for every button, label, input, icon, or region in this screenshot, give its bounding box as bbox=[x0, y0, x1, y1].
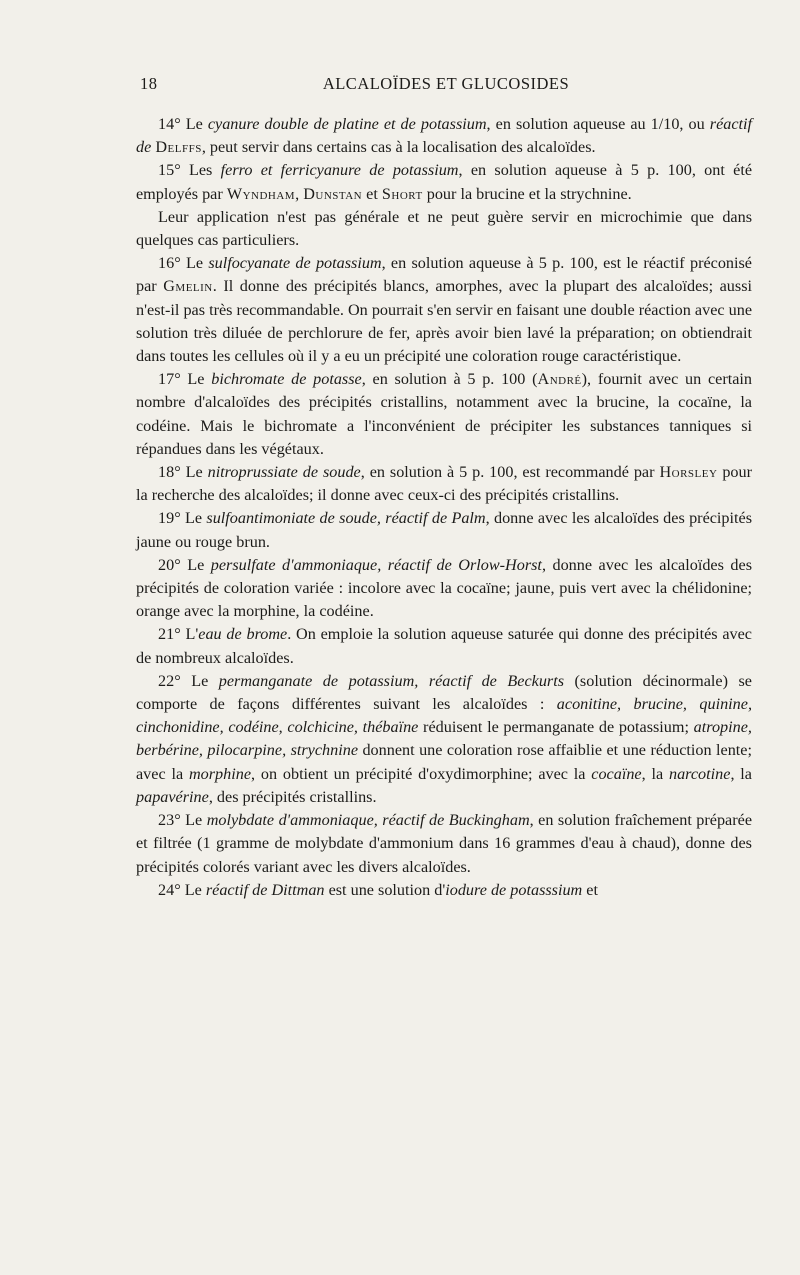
italic-text: aconitine, brucine, quinine, cinchonidine, codéine, colchicine, thébaïne bbox=[136, 695, 752, 737]
text-run: Le bbox=[191, 671, 219, 690]
italic-text: ferro et ferricyanure de potassium bbox=[220, 161, 459, 180]
text-run: Le bbox=[185, 254, 209, 273]
italic-text: persulfate d'ammoniaque, réactif de Orlow-Horst bbox=[210, 555, 542, 574]
text-run: (solution décinormale) se comporte de façons différentes suivant les alcaloïdes : bbox=[136, 671, 752, 714]
paragraph bbox=[136, 554, 752, 624]
text-run: . On emploie la solution aqueuse saturée qui donne des précipités avec de nombreux alcaloïdes. bbox=[136, 625, 752, 667]
text-run: , en solution à 5 p. 100, est recommandé par bbox=[360, 463, 660, 482]
paragraph bbox=[136, 809, 752, 879]
paragraph-number: 17° bbox=[158, 370, 181, 389]
paragraph-number: 22° bbox=[158, 671, 181, 690]
paragraph-number: 18° bbox=[158, 463, 181, 482]
author-name: Dunstan bbox=[303, 184, 363, 203]
text-run: , la bbox=[730, 764, 752, 783]
italic-text: nitroprussiate de soude bbox=[207, 463, 361, 482]
text-run: Les bbox=[188, 161, 221, 180]
paragraph-number: 23° bbox=[158, 811, 181, 830]
text-run: , bbox=[295, 184, 304, 203]
paragraph bbox=[136, 670, 752, 809]
text-run: pour la recherche des alcaloïdes; il donne avec ceux-ci des précipités cristallins. bbox=[136, 463, 753, 505]
paragraph bbox=[136, 461, 752, 507]
text-run: Le bbox=[185, 463, 208, 482]
paragraph bbox=[136, 159, 752, 205]
text-run: réduisent le permanganate de potassium; bbox=[418, 718, 694, 737]
text-run: Le bbox=[187, 370, 212, 389]
paragraph bbox=[136, 879, 752, 902]
italic-text: cyanure double de platine et de potassium bbox=[207, 115, 487, 133]
italic-text: permanganate de potassium, réactif de Beckurts bbox=[218, 671, 565, 690]
page-number: 18 bbox=[140, 74, 158, 93]
text-run: pour la brucine et la strychnine. bbox=[422, 184, 632, 203]
italic-text: cocaïne bbox=[591, 764, 642, 783]
italic-text: réactif de Dittman bbox=[205, 880, 325, 899]
text-run: , des précipités cristallins. bbox=[208, 787, 377, 806]
text-run: ), fournit avec un certain nombre d'alcaloïdes des précipités cristallins, notamment avec la brucine, la cocaïne, la codéine. Mais le bichromate a l'inconvénient de précipiter les substances tanniques si répandues dans les végétaux. bbox=[136, 370, 752, 458]
paragraph-number: 15° bbox=[158, 161, 181, 180]
italic-text: morphine bbox=[188, 764, 252, 783]
italic-text: papavérine bbox=[136, 787, 209, 806]
text-run: . Il donne des précipités blancs, amorphes, avec la plupart des alcaloïdes; aussi n'est-il pas très recommandable. On pourrait s'en servir en faisant une double réaction avec une solution très diluée de perchlorure de fer, après avoir bien lavé la préparation; on obtiendrait dans toutes les cellules où il y a eu un précipité une coloration rouge caractéristique. bbox=[136, 277, 752, 366]
text-run: , donne avec les alcaloïdes des précipités de coloration variée : incolore avec la cocaïne; jaune, puis vert avec la chélidonine; orange avec la morphine, la codéine. bbox=[136, 555, 752, 621]
italic-text: sulfocyanate de potassium bbox=[208, 254, 382, 273]
paragraph-number: 16° bbox=[158, 254, 181, 273]
italic-text: atropine, berbérine, pilocarpine, strychnine bbox=[136, 718, 752, 760]
paragraph-number: 20° bbox=[158, 555, 181, 574]
paragraph-number: 24° bbox=[158, 880, 181, 899]
text-run: est une solution d' bbox=[324, 880, 446, 899]
author-name: Delffs bbox=[155, 138, 202, 157]
page-header bbox=[140, 74, 752, 98]
paragraph bbox=[136, 252, 752, 368]
paragraph bbox=[136, 368, 752, 461]
paragraph-number: 19° bbox=[158, 509, 181, 528]
italic-text: narcotine bbox=[668, 764, 731, 783]
text-run: Leur application n'est pas générale et ne peut guère servir en microchimie que dans quelques cas particuliers. bbox=[136, 207, 752, 250]
text-run: et bbox=[362, 184, 382, 203]
text-run: Le bbox=[187, 555, 211, 574]
paragraph bbox=[136, 113, 752, 159]
text-run: L' bbox=[185, 625, 199, 644]
text-run: Le bbox=[185, 811, 207, 830]
author-name: Horsley bbox=[659, 463, 718, 482]
text-run: , en solution à 5 p. 100 ( bbox=[361, 370, 538, 389]
text-run: , en solution aqueuse à 5 p. 100, est le réactif préconisé par bbox=[136, 254, 752, 296]
text-run: , donne avec les alcaloïdes des précipités jaune ou rouge brun. bbox=[136, 509, 753, 551]
body-text bbox=[136, 113, 752, 902]
text-run: , en solution fraîchement préparée et filtrée (1 gramme de molybdate d'ammonium dans 16 grammes d'eau à chaud), donne des précipités colorés variant avec les divers alcaloïdes. bbox=[136, 811, 753, 876]
text-run: Le bbox=[185, 509, 207, 528]
running-title: ALCALOÏDES ET GLUCOSIDES bbox=[322, 74, 570, 93]
paragraph bbox=[136, 623, 752, 669]
italic-text: réactif de bbox=[136, 115, 753, 157]
author-name: Gmelin bbox=[163, 277, 213, 296]
paragraph-number: 14° bbox=[158, 115, 181, 133]
italic-text: iodure de potasssium bbox=[445, 880, 583, 899]
author-name: Wyndham bbox=[226, 184, 296, 203]
text-run: , en solution aqueuse au 1/10, ou bbox=[486, 115, 710, 133]
text-run: Le bbox=[185, 115, 208, 133]
text-run: et bbox=[582, 880, 598, 899]
italic-text: sulfoantimoniate de soude, réactif de Palm bbox=[206, 509, 486, 528]
text-run: Le bbox=[184, 880, 206, 899]
italic-text: bichromate de potasse bbox=[211, 370, 362, 389]
italic-text: molybdate d'ammoniaque, réactif de Buckingham bbox=[206, 811, 530, 830]
italic-text: eau de brome bbox=[198, 625, 288, 644]
text-run: , on obtient un précipité d'oxydimorphine; avec la bbox=[251, 764, 592, 783]
text-run: , en solution aqueuse à 5 p. 100, ont été employés par bbox=[136, 161, 753, 203]
paragraph-number: 21° bbox=[158, 625, 181, 644]
paragraph bbox=[136, 206, 752, 252]
author-name: André bbox=[537, 370, 582, 389]
author-name: Short bbox=[381, 184, 423, 203]
text-run: donnent une coloration rose affaiblie et une réduction lente; avec la bbox=[136, 741, 752, 783]
text-run: , peut servir dans certains cas à la localisation des alcaloïdes. bbox=[201, 138, 596, 157]
text-run: , la bbox=[641, 764, 669, 783]
paragraph bbox=[136, 507, 752, 553]
